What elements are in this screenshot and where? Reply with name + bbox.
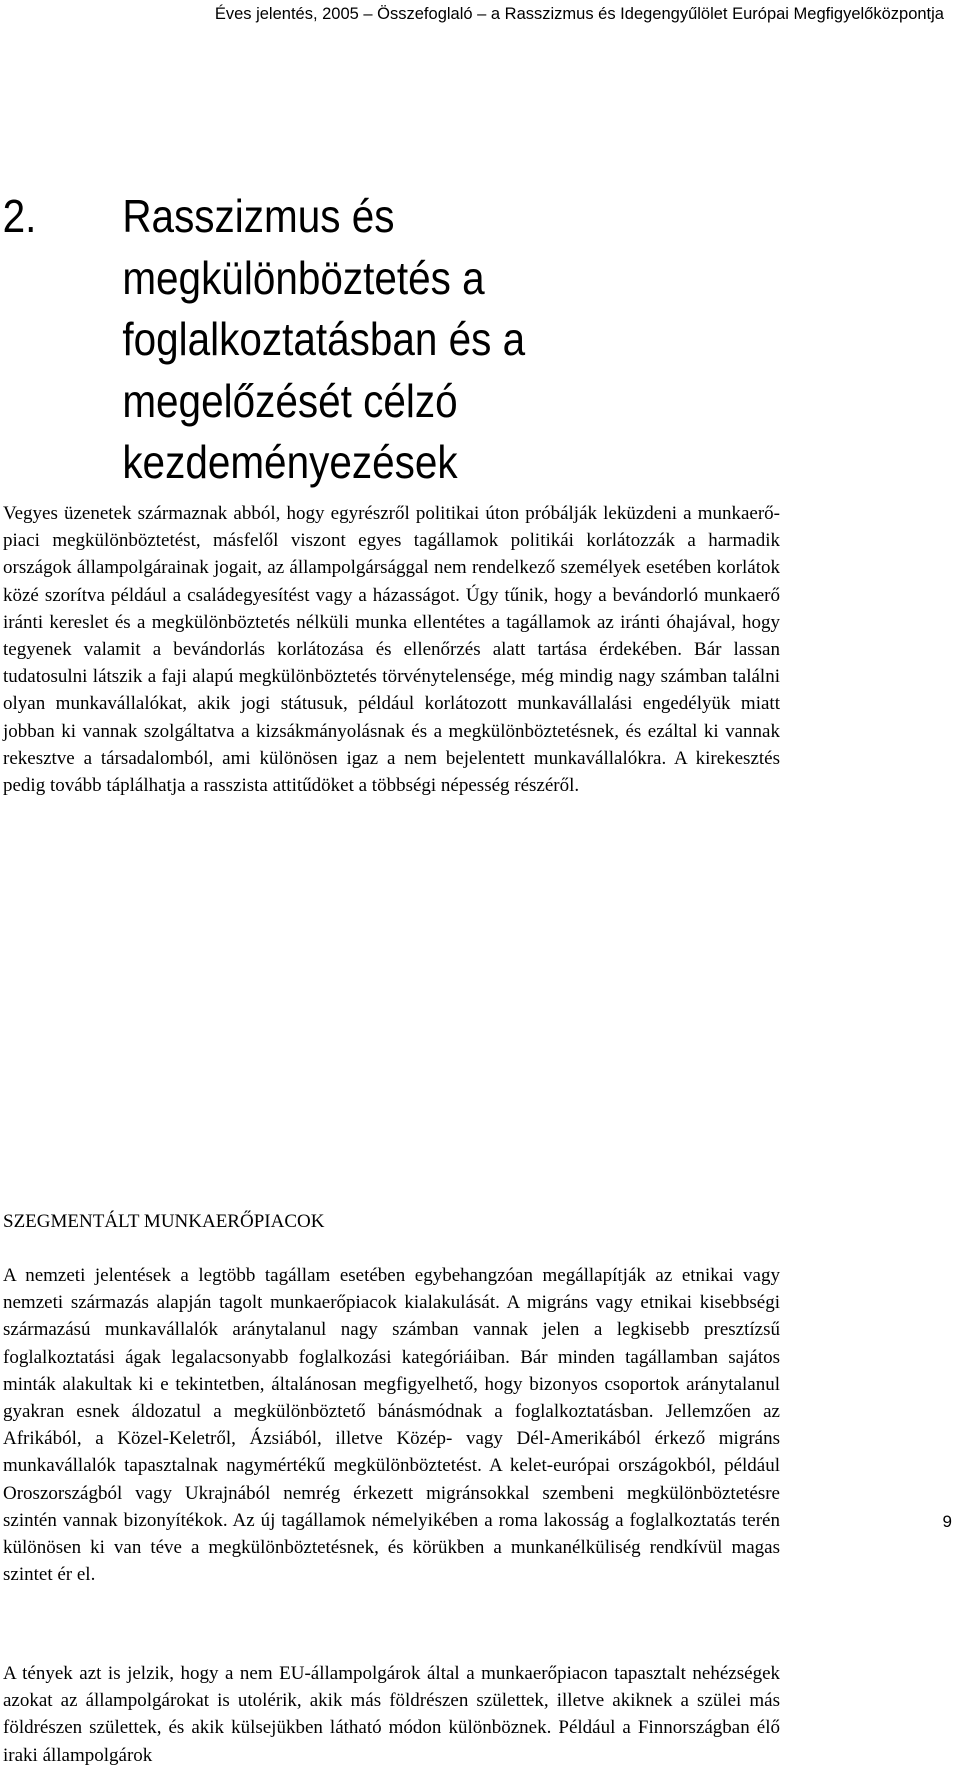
paragraph: A tények azt is jelzik, hogy a nem EU-állampolgárok által a munkaerőpiacon tapasztalt nehézségek azokat az állampolgárokat is utolérik, akik más földrészen születtek, illetve akiknek a szülei más földrészen születtek, és akik külsejükben látható módon különböznek. Például a Finnországban élő iraki állampolgárok [3, 1663, 780, 1766]
chapter-number: 2. [2, 190, 37, 242]
running-header: Éves jelentés, 2005 – Összefoglaló – a Rasszizmus és Idegengyűlölet Európai Megfigyelőközpontja [214, 5, 944, 23]
paragraph: A nemzeti jelentések a legtöbb tagállam esetében egybehangzóan megállapítják az etnikai vagy nemzeti származás alapján tagolt munkaerőpiacok kialakulását. A migráns vagy etnikai kisebbségi származású munkavállalók aránytalanul nagy számban vannak jelen a legkisebb presztízsű foglalkoztatási ágak legalacsonyabb foglalkozási kategóriáiban. Bár minden tagállamban sajátos minták alakultak ki e tekintetben, általánosan megfigyelhető, hogy bizonyos csoportok aránytalanul gyakran esnek áldozatul a megkülönböztető bánásmódnak a foglalkoztatásban. Jellemzően az Afrikából, a Közel-Keletről, Ázsiából, illetve Közép- vagy Dél-Amerikából érkező migráns munkavállalók tapasztalnak nagymértékű megkülönböztetést. A kelet-európai országokból, például Oroszországból vagy Ukrajnából nemrég érkezett migránsokkal szembeni megkülönböztetésre szintén vannak bizonyítékok. Az új tagállamok némelyikében a roma lakosság a foglalkoztatás terén különösen ki van téve a megkülönböztetésnek, és körükben a munkanélküliség rendkívül magas szintet ér el. [3, 1265, 780, 1586]
paragraph: Vegyes üzenetek származnak abból, hogy egyrészről politikai úton próbálják leküzdeni a munkaerő-piaci megkülönböztetést, másfelől viszont egyes tagállamok politikái korlátozzák a harmadik országok állampolgárainak jogait, az állampolgársággal nem rendelkező személyek esetében korlátok közé szorítva például a családegyesítést vagy a házasságot. Úgy tűnik, hogy a bevándorló munkaerő iránti kereslet és a megkülönböztetés nélküli munka ellentétes a tagállamok az iránti óhajával, hogy tegyenek valamit a bevándorlás korlátozása és ellenőrzés alatt tartása érdekében. Bár lassan tudatosulni látszik a faji alapú megkülönböztetés törvénytelensége, még mindig nagy számban találni olyan munkavállalókat, akik jogi státusuk, például korlátozott munkavállalási engedélyük miatt jobban ki vannak szolgáltatva a kizsákmányolásnak és a megkülönböztetésnek, és ezáltal ki vannak rekesztve a társadalomból, ami különösen igaz a nem bejelentett munkavállalókra. A kirekesztés pedig tovább táplálhatja a rasszista attitűdöket a többségi népesség részéről. [3, 503, 780, 797]
page-number: 9 [942, 1512, 952, 1531]
chapter-title: Rasszizmus és megkülönböztetés a foglalkoztatásban és a megelőzését célzó kezdeményezések [122, 190, 526, 488]
section-heading: SZEGMENTÁLT MUNKAERŐPIACOK [3, 1211, 325, 1232]
